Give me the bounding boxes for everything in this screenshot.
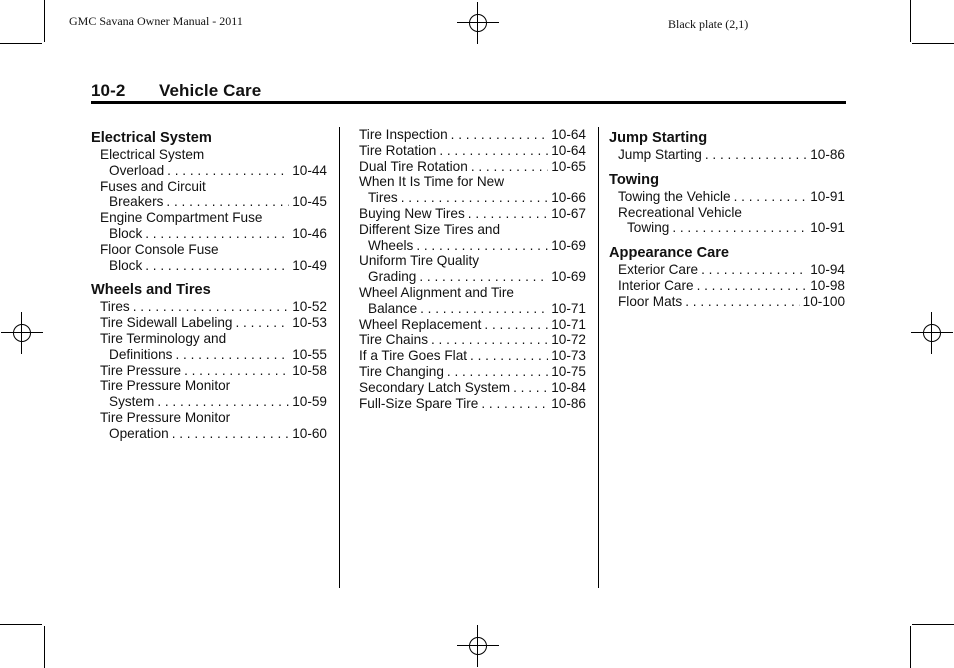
crop-mark	[912, 624, 954, 625]
toc-entry[interactable]: Tire Pressure . . . 10-58	[91, 363, 327, 379]
toc-entry[interactable]: If a Tire Goes Flat . . . 10-73	[359, 348, 586, 364]
toc-entry[interactable]: Uniform Tire Quality Grading . . . 10-69	[359, 253, 586, 285]
section-heading: Appearance Care	[609, 245, 730, 262]
crop-mark	[44, 626, 45, 668]
section-heading: Wheels and Tires	[91, 282, 211, 299]
crop-mark	[0, 43, 42, 44]
toc-entry[interactable]: Wheel Replacement . . . 10-71	[359, 317, 586, 333]
crop-mark	[910, 626, 911, 668]
toc-entry[interactable]: Different Size Tires and Wheels . . . 10-69	[359, 222, 586, 254]
column-divider	[339, 127, 340, 588]
toc-entry[interactable]: Tire Changing . . . 10-75	[359, 364, 586, 380]
toc-entry[interactable]: Floor Mats . . . 10-100	[609, 294, 845, 310]
column-divider	[598, 127, 599, 588]
title-rule	[91, 101, 846, 104]
toc-entry[interactable]: Wheel Alignment and Tire Balance . . . 10-71	[359, 285, 586, 317]
page-number: 10-2	[91, 81, 126, 100]
toc-entry[interactable]: Tire Sidewall Labeling . . . 10-53	[91, 315, 327, 331]
toc-entry[interactable]: Tire Inspection . . . 10-64	[359, 127, 586, 143]
toc-entry[interactable]: Exterior Care . . . 10-94	[609, 262, 845, 278]
toc-entry[interactable]: Floor Console Fuse Block . . . 10-49	[91, 242, 327, 274]
toc-entry[interactable]: Tire Pressure Monitor Operation . . . 10-60	[91, 410, 327, 442]
toc-entry[interactable]: Engine Compartment Fuse Block . . . 10-46	[91, 210, 327, 242]
toc-entry[interactable]: When It Is Time for New Tires . . . 10-66	[359, 174, 586, 206]
crop-mark	[0, 624, 42, 625]
crop-mark	[912, 43, 954, 44]
section-heading: Jump Starting	[609, 130, 708, 146]
toc-entry[interactable]: Tire Terminology and Definitions . . . 10-55	[91, 331, 327, 363]
registration-mark-icon	[7, 318, 37, 348]
toc-entry[interactable]: Jump Starting . . . 10-86	[609, 147, 845, 163]
section-heading: Towing	[609, 171, 659, 188]
section-heading: Electrical System	[91, 130, 212, 146]
header-manual-title: GMC Savana Owner Manual - 2011	[69, 14, 243, 28]
toc-entry[interactable]: Secondary Latch System . . . 10-84	[359, 380, 586, 396]
toc-entry[interactable]: Full-Size Spare Tire . . . 10-86	[359, 396, 586, 412]
page-title-text: Vehicle Care	[159, 81, 262, 100]
toc-entry[interactable]: Fuses and Circuit Breakers . . . 10-45	[91, 179, 327, 211]
toc-entry[interactable]: Tire Rotation . . . 10-64	[359, 143, 586, 159]
crop-mark	[44, 0, 45, 42]
toc-entry[interactable]: Tire Pressure Monitor System . . . 10-59	[91, 378, 327, 410]
toc-entry[interactable]: Dual Tire Rotation . . . 10-65	[359, 159, 586, 175]
toc-entry[interactable]: Tire Chains . . . 10-72	[359, 332, 586, 348]
toc-entry[interactable]: Towing the Vehicle . . . 10-91	[609, 189, 845, 205]
toc-column-2	[359, 127, 586, 411]
crop-mark	[910, 0, 911, 42]
toc-column-1	[91, 127, 327, 442]
registration-mark-icon	[463, 631, 493, 661]
toc-entry[interactable]: Tires . . . 10-52	[91, 299, 327, 315]
toc-column-3	[609, 127, 845, 310]
registration-mark-icon	[917, 318, 947, 348]
toc-entry[interactable]: Interior Care . . . 10-98	[609, 278, 845, 294]
toc-entry[interactable]: Buying New Tires . . . 10-67	[359, 206, 586, 222]
toc-entry[interactable]: Recreational Vehicle Towing . . . 10-91	[609, 205, 845, 237]
toc-entry[interactable]: Electrical System Overload . . . 10-44	[91, 147, 327, 179]
registration-mark-icon	[463, 8, 493, 38]
header-plate: Black plate (2,1)	[668, 17, 749, 31]
page-title	[91, 81, 261, 101]
